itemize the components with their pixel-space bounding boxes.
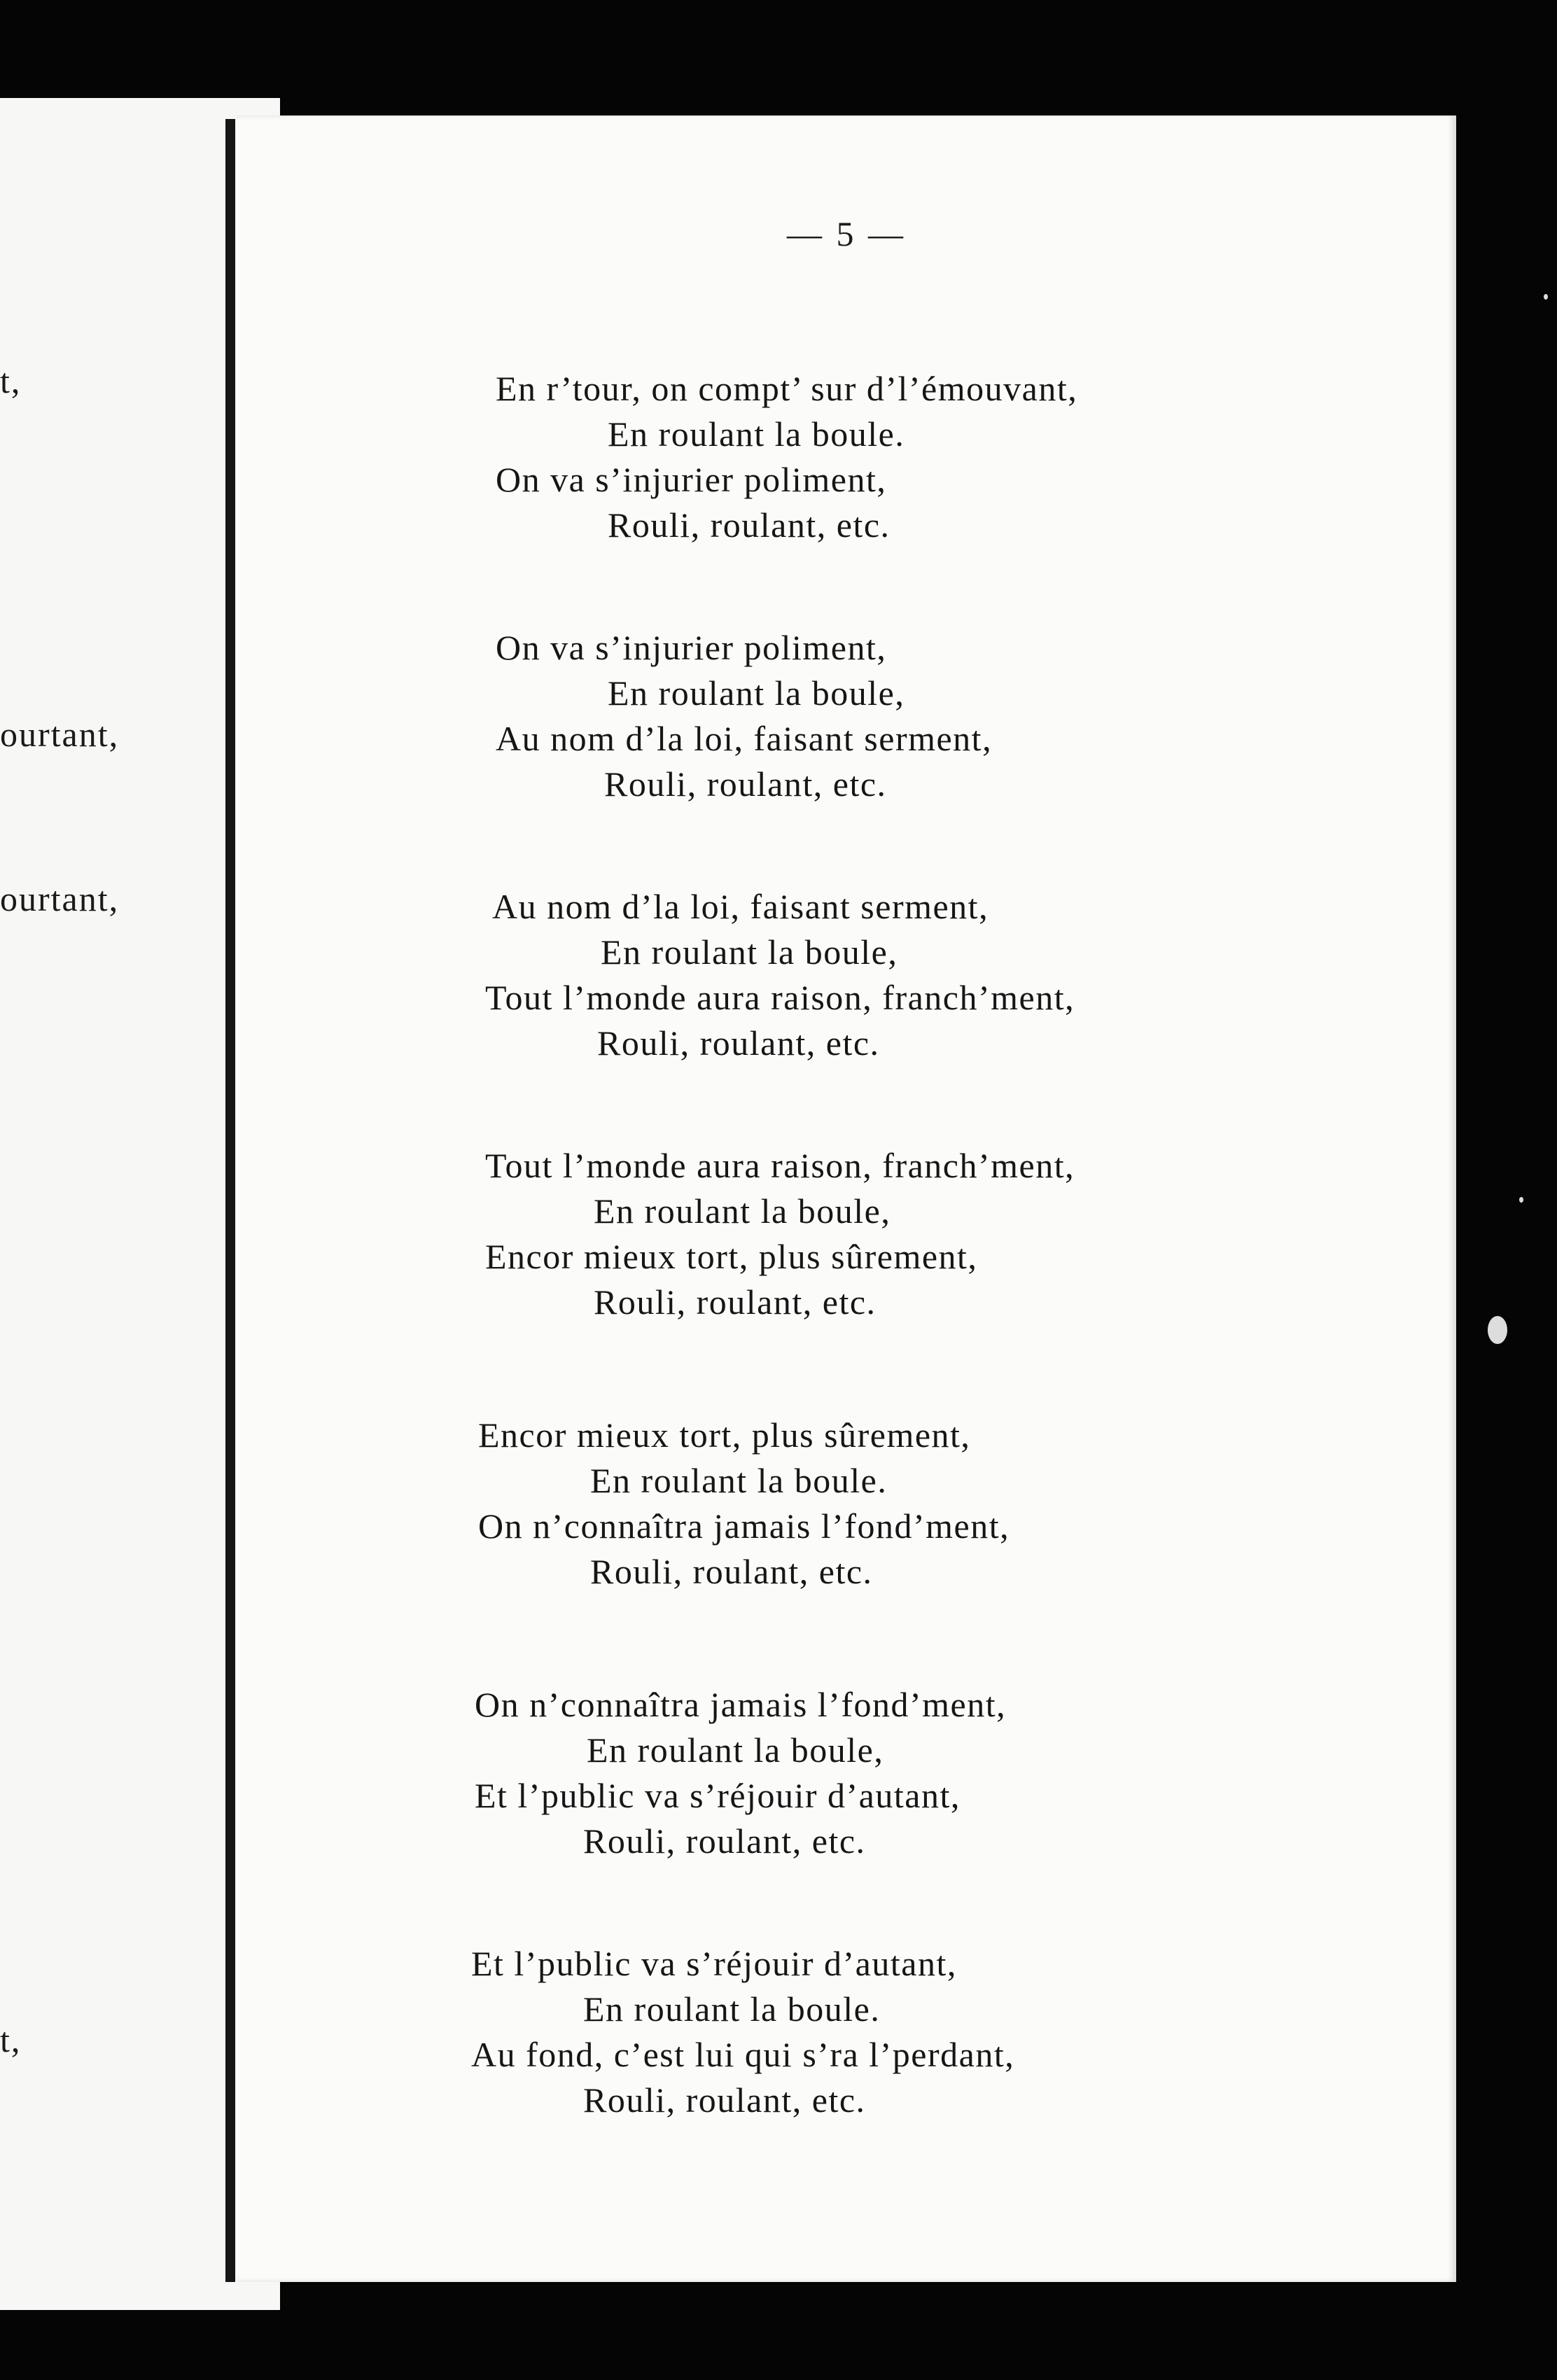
verse-line: En roulant la boule.: [590, 1461, 888, 1500]
verse-line: On va s’injurier poliment,: [496, 628, 887, 667]
verse-line: Encor mieux tort, plus sûrement,: [485, 1237, 978, 1276]
verse-line: En roulant la boule,: [587, 1730, 884, 1770]
verse-line: Et l’public va s’réjouir d’autant,: [475, 1776, 961, 1815]
left-line-fragment: t,: [0, 2020, 22, 2059]
verse-line: Encor mieux tort, plus sûrement,: [478, 1415, 971, 1455]
verse-line: En r’tour, on compt’ sur d’l’émouvant,: [496, 369, 1078, 408]
verse-line: En roulant la boule,: [601, 932, 898, 972]
dust-speck: [1488, 1316, 1507, 1344]
verse-line: Et l’public va s’réjouir d’autant,: [471, 1944, 957, 1983]
verse-line: On n’connaîtra jamais l’fond’ment,: [478, 1506, 1010, 1546]
verse-line: Tout l’monde aura raison, franch’ment,: [485, 978, 1075, 1017]
dust-speck: [1544, 294, 1548, 300]
verse-line: Rouli, roulant, etc.: [594, 1282, 877, 1322]
verse-line: Rouli, roulant, etc.: [590, 1552, 873, 1591]
verse-line: Rouli, roulant, etc.: [583, 1821, 866, 1861]
verse-line: Tout l’monde aura raison, franch’ment,: [485, 1146, 1075, 1185]
verse-line: Rouli, roulant, etc.: [583, 2080, 866, 2120]
verse-line: Rouli, roulant, etc.: [597, 1023, 880, 1063]
left-line-fragment: ourtant,: [0, 879, 120, 918]
left-line-fragment: ourtant,: [0, 715, 120, 754]
verse-line: En roulant la boule,: [594, 1191, 891, 1231]
verse-line: Au fond, c’est lui qui s’ra l’perdant,: [471, 2035, 1015, 2074]
verse-line: En roulant la boule.: [608, 414, 905, 454]
dust-speck: [1519, 1197, 1523, 1203]
verse-line: Rouli, roulant, etc.: [604, 764, 887, 804]
verse-line: On va s’injurier poliment,: [496, 460, 887, 499]
page-number: — 5 —: [787, 214, 906, 253]
verse-line: En roulant la boule,: [608, 673, 905, 713]
left-line-fragment: t,: [0, 361, 22, 400]
right-page: [237, 115, 1456, 2282]
verse-line: Au nom d’la loi, faisant serment,: [492, 887, 989, 926]
verse-line: En roulant la boule.: [583, 1989, 881, 2029]
verse-line: On n’connaîtra jamais l’fond’ment,: [475, 1685, 1007, 1724]
verse-line: Au nom d’la loi, faisant serment,: [496, 719, 993, 758]
verse-line: Rouli, roulant, etc.: [608, 505, 891, 545]
page-gutter: [225, 119, 235, 2282]
